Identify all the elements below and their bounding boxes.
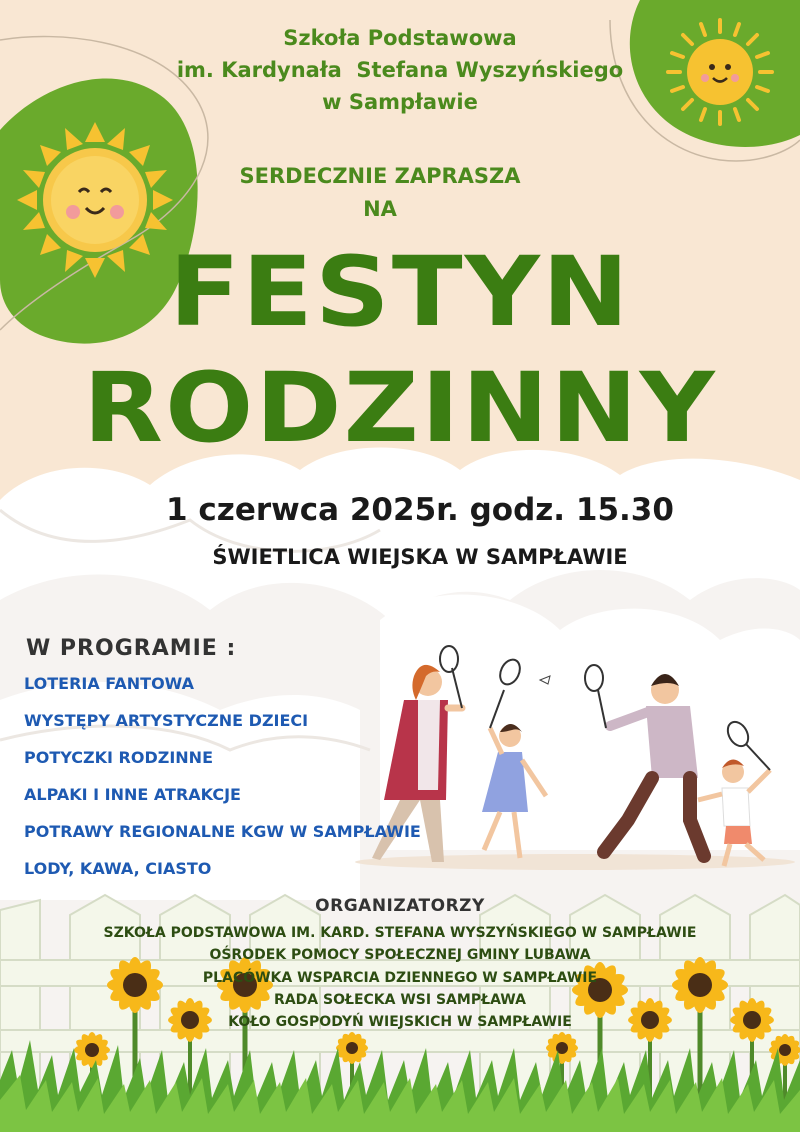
invitation — [0, 160, 760, 226]
invite-line-2: NA — [363, 197, 397, 221]
program-item: LOTERIA FANTOWA — [24, 674, 194, 693]
organizers-list — [0, 922, 800, 1033]
school-name — [0, 22, 800, 118]
event-venue: ŚWIETLICA WIEJSKA W SAMPŁAWIE — [212, 545, 628, 569]
program-list — [24, 672, 421, 894]
event-date-time: 1 czerwca 2025r. godz. 15.30 — [166, 492, 674, 528]
program-heading: W PROGRAMIE : — [26, 636, 237, 661]
program-item: LODY, KAWA, CIASTO — [24, 859, 212, 878]
organizer-item: SZKOŁA PODSTAWOWA IM. KARD. STEFANA WYSZYŃSKIEGO W SAMPŁAWIE — [103, 925, 697, 941]
invite-line-1: SERDECZNIE ZAPRASZA — [239, 164, 521, 188]
program-item: ALPAKI I INNE ATRAKCJE — [24, 785, 241, 804]
organizers-heading: ORGANIZATORZY — [315, 896, 485, 916]
organizer-item: RADA SOŁECKA WSI SAMPŁAWA — [274, 991, 526, 1008]
program-item: WYSTĘPY ARTYSTYCZNE DZIECI — [24, 711, 309, 730]
school-line-3: w Sampławie — [322, 90, 478, 114]
school-line-2: im. Kardynała Stefana Wyszyńskiego — [176, 58, 624, 82]
organizer-item: KOŁO GOSPODYŃ WIEJSKICH W SAMPŁAWIE — [228, 1014, 572, 1031]
title-line-2: RODZINNY — [83, 352, 717, 464]
organizer-item: OŚRODEK POMOCY SPOŁECZNEJ GMINY LUBAWA — [209, 947, 591, 964]
program-item: POTYCZKI RODZINNE — [24, 748, 213, 767]
school-line-1: Szkoła Podstawowa — [283, 26, 517, 50]
title-line-1: FESTYN — [169, 236, 631, 348]
organizer-item: PLACÓWKA WSPARCIA DZIENNEGO W SAMPŁAWIE — [202, 969, 598, 986]
program-item: POTRAWY REGIONALNE KGW W SAMPŁAWIE — [24, 822, 421, 841]
